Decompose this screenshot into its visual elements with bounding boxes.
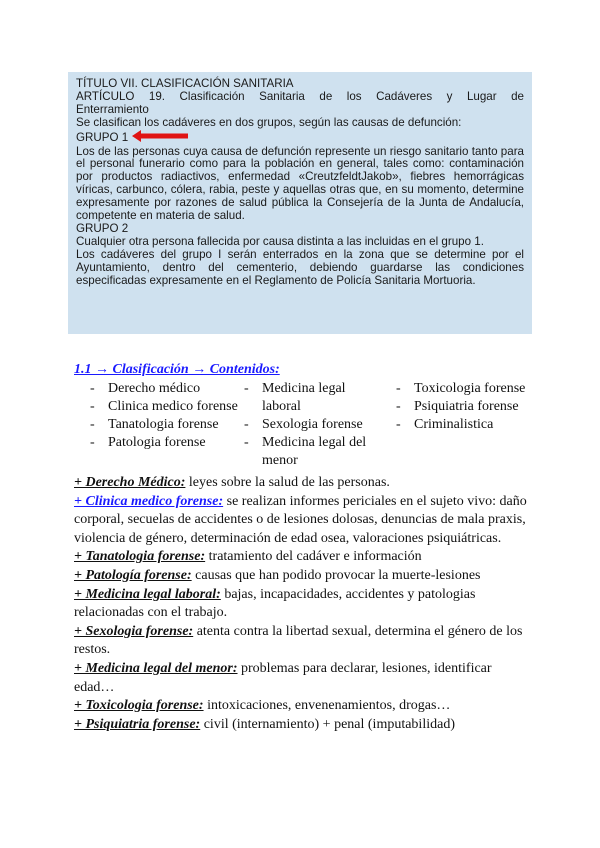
definition-text: civil (internamiento) + penal (imputabilidad) [200, 716, 455, 732]
contents-item: - Patologia forense [90, 434, 240, 452]
definition-term: + Derecho Médico: [74, 475, 186, 490]
definition-text: problemas para declarar, lesiones, identificar edad… [74, 660, 492, 695]
definition-item [74, 548, 532, 567]
definition-term: + Medicina legal del menor: [74, 660, 238, 676]
regulation-article-line2: Enterramiento [76, 102, 149, 116]
definition-text: intoxicaciones, envenenamientos, drogas… [203, 698, 451, 714]
definition-term: + Toxicologia forense: [74, 698, 204, 714]
contents-item: - Toxicologia forense [396, 380, 536, 398]
definition-item [74, 660, 532, 697]
contents-item: - Criminalistica [396, 416, 536, 434]
group2-label: GRUPO 2 [76, 221, 129, 235]
contents-item: - Derecho médico [90, 380, 240, 398]
contents-item: - Psiquiatria forense [396, 398, 536, 416]
group2-text: Cualquier otra persona fallecida por causa distinta a las incluidas en el grupo 1. [76, 234, 484, 248]
definition-item [74, 493, 532, 549]
definition-text: causas que han podido provocar la muerte-lesiones [191, 567, 481, 583]
red-arrow-left-icon [132, 130, 188, 146]
definition-term: + Tanatologia forense: [74, 549, 206, 565]
definition-term: + Medicina legal laboral: [74, 586, 221, 602]
definition-item [74, 697, 532, 716]
definition-term: + Clinica medico forense: [74, 493, 224, 509]
definition-text: se realizan informes periciales en el sujeto vivo: daño corporal, secuelas de accidentes o de lesiones dolosas, denuncias de mala praxis, violencia de género, determinación de edad osea, valoraciones psiquiátricas. [74, 493, 527, 546]
group1-heading [76, 130, 524, 146]
contents-item: - Medicina legal laboral [244, 380, 386, 416]
definition-item [74, 567, 532, 586]
contents-item: - Tanatologia forense [90, 416, 240, 434]
contents-column-3 [396, 380, 536, 434]
regulation-intro: Se clasifican los cadáveres en dos grupos, según las causas de defunción: [76, 115, 462, 129]
group1-label: GRUPO 1 [76, 130, 129, 144]
section-heading: 1.1 → Clasificación → Contenidos: [74, 362, 280, 377]
definition-term: + Sexologia forense: [74, 623, 194, 639]
contents-item: - Clinica medico forense [90, 398, 240, 416]
definition-text: tratamiento del cadáver e información [205, 549, 422, 565]
definition-item [74, 586, 532, 623]
definition-item [74, 623, 532, 660]
definition-text: bajas, incapacidades, accidentes y patologias relacionadas con el trabajo. [74, 586, 476, 621]
definition-text: atenta contra la libertad sexual, determina el género de los restos. [74, 623, 523, 658]
definitions-list [74, 474, 532, 734]
definition-text: leyes sobre la salud de las personas. [185, 475, 390, 490]
regulation-excerpt-image [68, 72, 532, 334]
contents-item: - Sexologia forense [244, 416, 386, 434]
burial-text: Los cadáveres del grupo I serán enterrados en la zona que se determine por el Ayuntamiento, dentro del cementerio, debiendo guardarse las condiciones especificadas expresamente en el Reglamento de Policía Sanitaria Mortuoria. [76, 247, 524, 287]
definition-item [74, 474, 532, 493]
definition-item [74, 716, 532, 735]
group1-text: Los de las personas cuya causa de defunción represente un riesgo sanitario tanto para el personal funerario como para la población en general, tales como: contaminación por productos radiactivos, enfermedad «CreutzfeldtJakob», fiebres hemorrágicas víricas, carbunco, cólera, rabia, peste y aquellas otras que, en su momento, determine expresamente por razones de salud pública la Consejería de la Junta de Andalucía, competente en materia de salud. [76, 144, 524, 223]
contents-column-2 [244, 380, 386, 470]
regulation-title: TÍTULO VII. CLASIFICACIÓN SANITARIA [76, 77, 294, 90]
definition-term: + Patología forense: [74, 567, 192, 583]
definition-term: + Psiquiatria forense: [74, 716, 201, 732]
regulation-article-line1: ARTÍCULO 19. Clasificación Sanitaria de los Cadáveres y Lugar de [76, 89, 524, 103]
contents-item: - Medicina legal del menor [244, 434, 386, 470]
contents-column-1 [90, 380, 240, 452]
